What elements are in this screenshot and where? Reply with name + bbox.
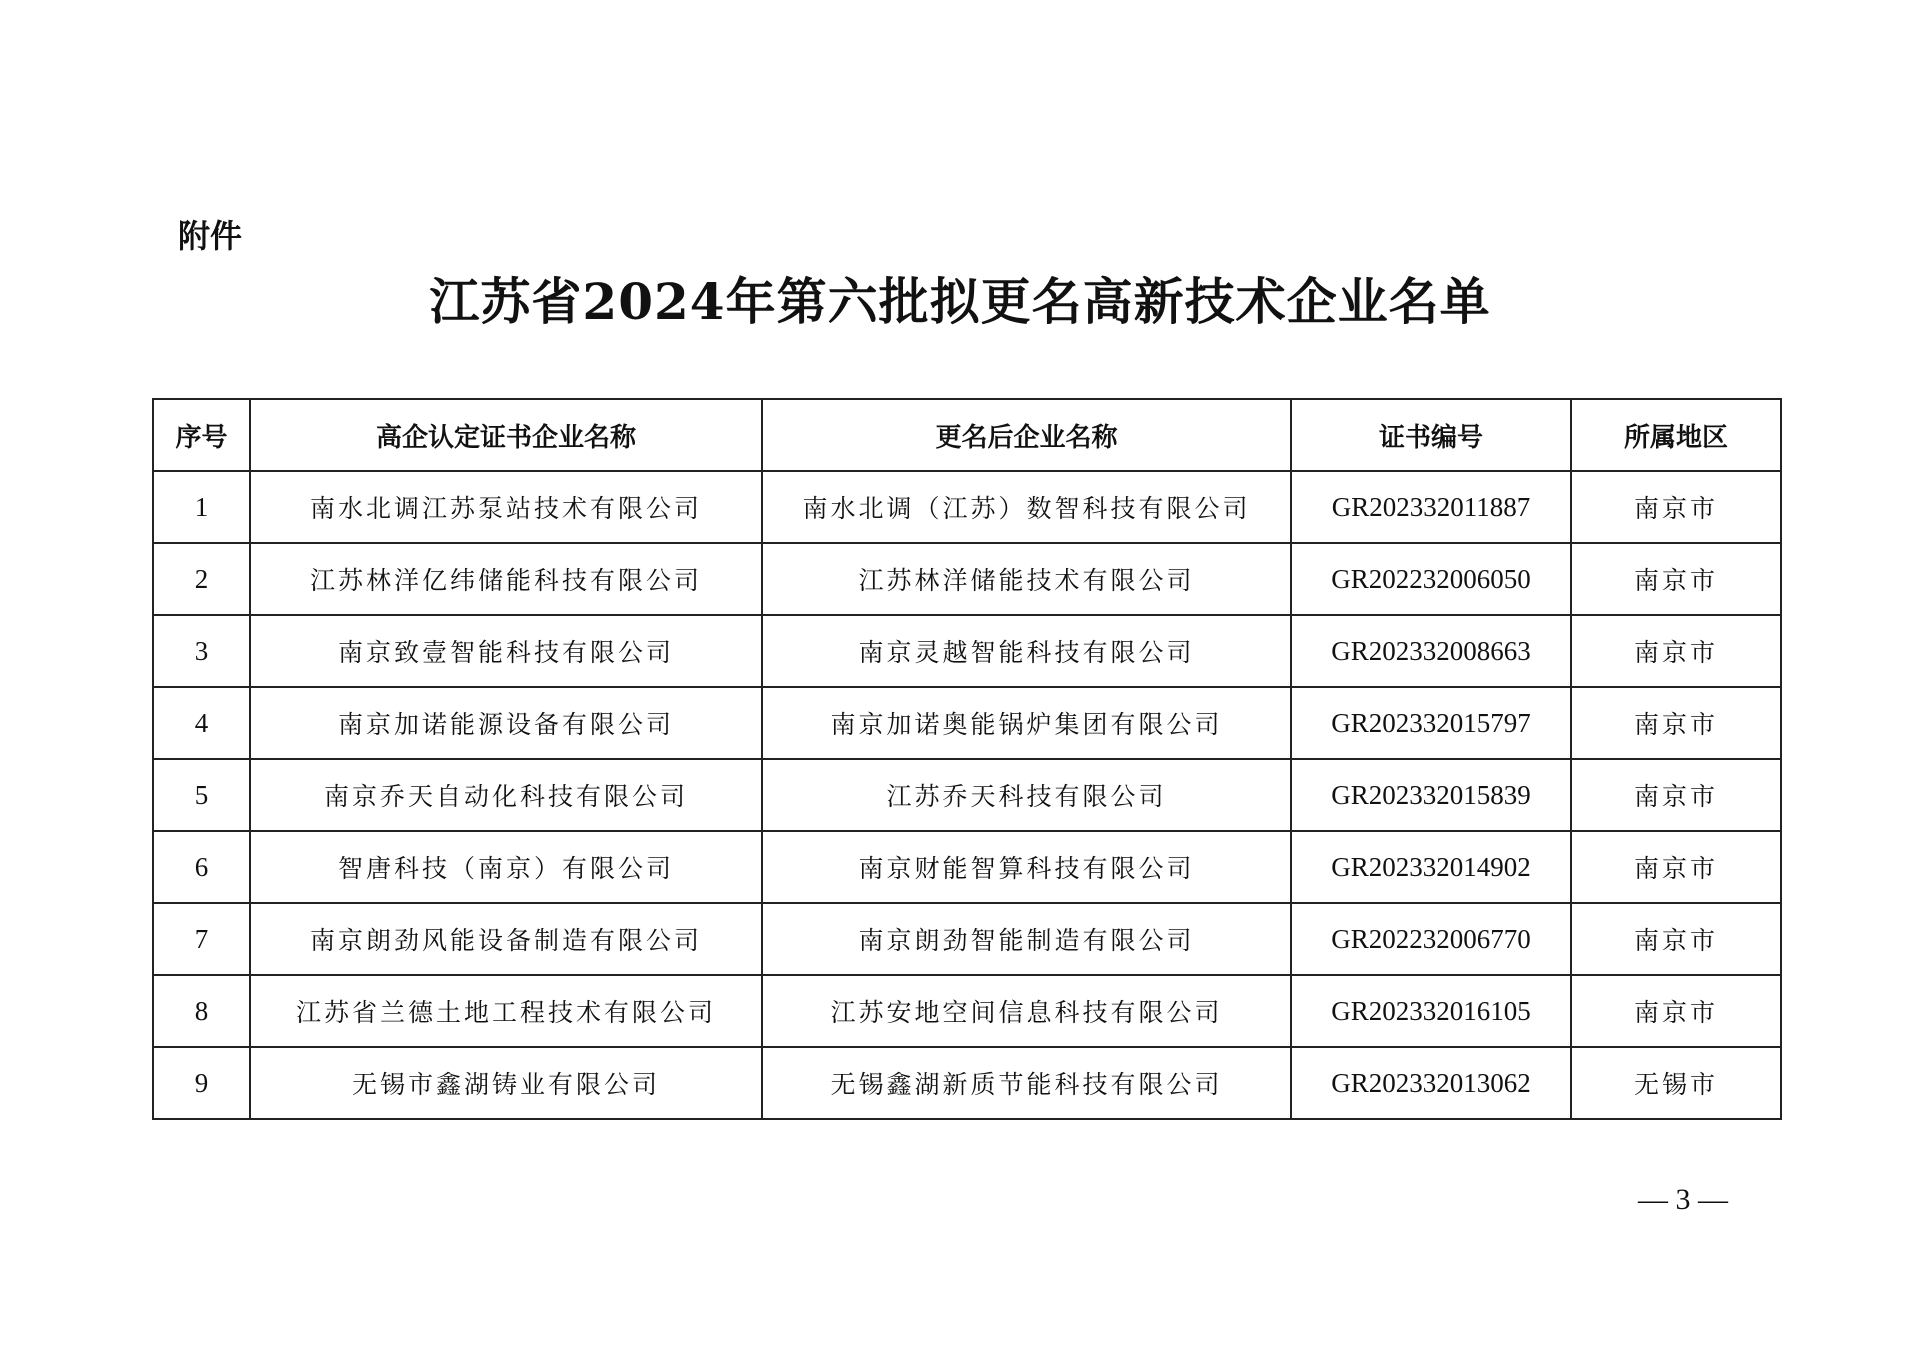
header-certificate-number: 证书编号 bbox=[1291, 399, 1571, 471]
serial-cell: 4 bbox=[153, 687, 250, 759]
region-cell: 无锡市 bbox=[1571, 1047, 1781, 1119]
region-cell: 南京市 bbox=[1571, 615, 1781, 687]
enterprise-rename-table bbox=[152, 398, 1782, 1120]
original-name-cell: 南京乔天自动化科技有限公司 bbox=[250, 759, 762, 831]
header-serial: 序号 bbox=[153, 399, 250, 471]
new-name-cell: 南京加诺奥能锅炉集团有限公司 bbox=[762, 687, 1291, 759]
region-cell: 南京市 bbox=[1571, 831, 1781, 903]
new-name-cell: 南京财能智算科技有限公司 bbox=[762, 831, 1291, 903]
serial-cell: 7 bbox=[153, 903, 250, 975]
document-title: 江苏省2024年第六批拟更名高新技术企业名单 bbox=[429, 272, 1491, 331]
header-original-name: 高企认定证书企业名称 bbox=[250, 399, 762, 471]
header-new-name: 更名后企业名称 bbox=[762, 399, 1291, 471]
certificate-number-cell: GR202332013062 bbox=[1291, 1047, 1571, 1119]
table-row bbox=[153, 615, 1781, 687]
region-cell: 南京市 bbox=[1571, 543, 1781, 615]
serial-cell: 2 bbox=[153, 543, 250, 615]
new-name-cell: 南京朗劲智能制造有限公司 bbox=[762, 903, 1291, 975]
header-region: 所属地区 bbox=[1571, 399, 1781, 471]
serial-cell: 6 bbox=[153, 831, 250, 903]
new-name-cell: 江苏安地空间信息科技有限公司 bbox=[762, 975, 1291, 1047]
certificate-number-cell: GR202332008663 bbox=[1291, 615, 1571, 687]
serial-cell: 8 bbox=[153, 975, 250, 1047]
table-row bbox=[153, 543, 1781, 615]
region-cell: 南京市 bbox=[1571, 903, 1781, 975]
table-row bbox=[153, 471, 1781, 543]
region-cell: 南京市 bbox=[1571, 975, 1781, 1047]
table-row bbox=[153, 687, 1781, 759]
original-name-cell: 南京朗劲风能设备制造有限公司 bbox=[250, 903, 762, 975]
region-cell: 南京市 bbox=[1571, 687, 1781, 759]
page-number: — 3 — bbox=[1638, 1183, 1728, 1216]
serial-cell: 9 bbox=[153, 1047, 250, 1119]
original-name-cell: 南水北调江苏泵站技术有限公司 bbox=[250, 471, 762, 543]
original-name-cell: 江苏省兰德土地工程技术有限公司 bbox=[250, 975, 762, 1047]
table-row bbox=[153, 1047, 1781, 1119]
new-name-cell: 江苏乔天科技有限公司 bbox=[762, 759, 1291, 831]
original-name-cell: 南京致壹智能科技有限公司 bbox=[250, 615, 762, 687]
certificate-number-cell: GR202332016105 bbox=[1291, 975, 1571, 1047]
attachment-label: 附件 bbox=[178, 217, 243, 255]
region-cell: 南京市 bbox=[1571, 471, 1781, 543]
new-name-cell: 江苏林洋储能技术有限公司 bbox=[762, 543, 1291, 615]
serial-cell: 5 bbox=[153, 759, 250, 831]
new-name-cell: 无锡鑫湖新质节能科技有限公司 bbox=[762, 1047, 1291, 1119]
original-name-cell: 智唐科技（南京）有限公司 bbox=[250, 831, 762, 903]
original-name-cell: 江苏林洋亿纬储能科技有限公司 bbox=[250, 543, 762, 615]
table-row bbox=[153, 975, 1781, 1047]
certificate-number-cell: GR202332014902 bbox=[1291, 831, 1571, 903]
original-name-cell: 无锡市鑫湖铸业有限公司 bbox=[250, 1047, 762, 1119]
table-row bbox=[153, 903, 1781, 975]
new-name-cell: 南水北调（江苏）数智科技有限公司 bbox=[762, 471, 1291, 543]
table-header-row bbox=[153, 399, 1781, 471]
new-name-cell: 南京灵越智能科技有限公司 bbox=[762, 615, 1291, 687]
serial-cell: 3 bbox=[153, 615, 250, 687]
certificate-number-cell: GR202332015839 bbox=[1291, 759, 1571, 831]
serial-cell: 1 bbox=[153, 471, 250, 543]
original-name-cell: 南京加诺能源设备有限公司 bbox=[250, 687, 762, 759]
certificate-number-cell: GR202232006770 bbox=[1291, 903, 1571, 975]
region-cell: 南京市 bbox=[1571, 759, 1781, 831]
certificate-number-cell: GR202332015797 bbox=[1291, 687, 1571, 759]
certificate-number-cell: GR202232006050 bbox=[1291, 543, 1571, 615]
certificate-number-cell: GR202332011887 bbox=[1291, 471, 1571, 543]
table-row bbox=[153, 759, 1781, 831]
table-row bbox=[153, 831, 1781, 903]
